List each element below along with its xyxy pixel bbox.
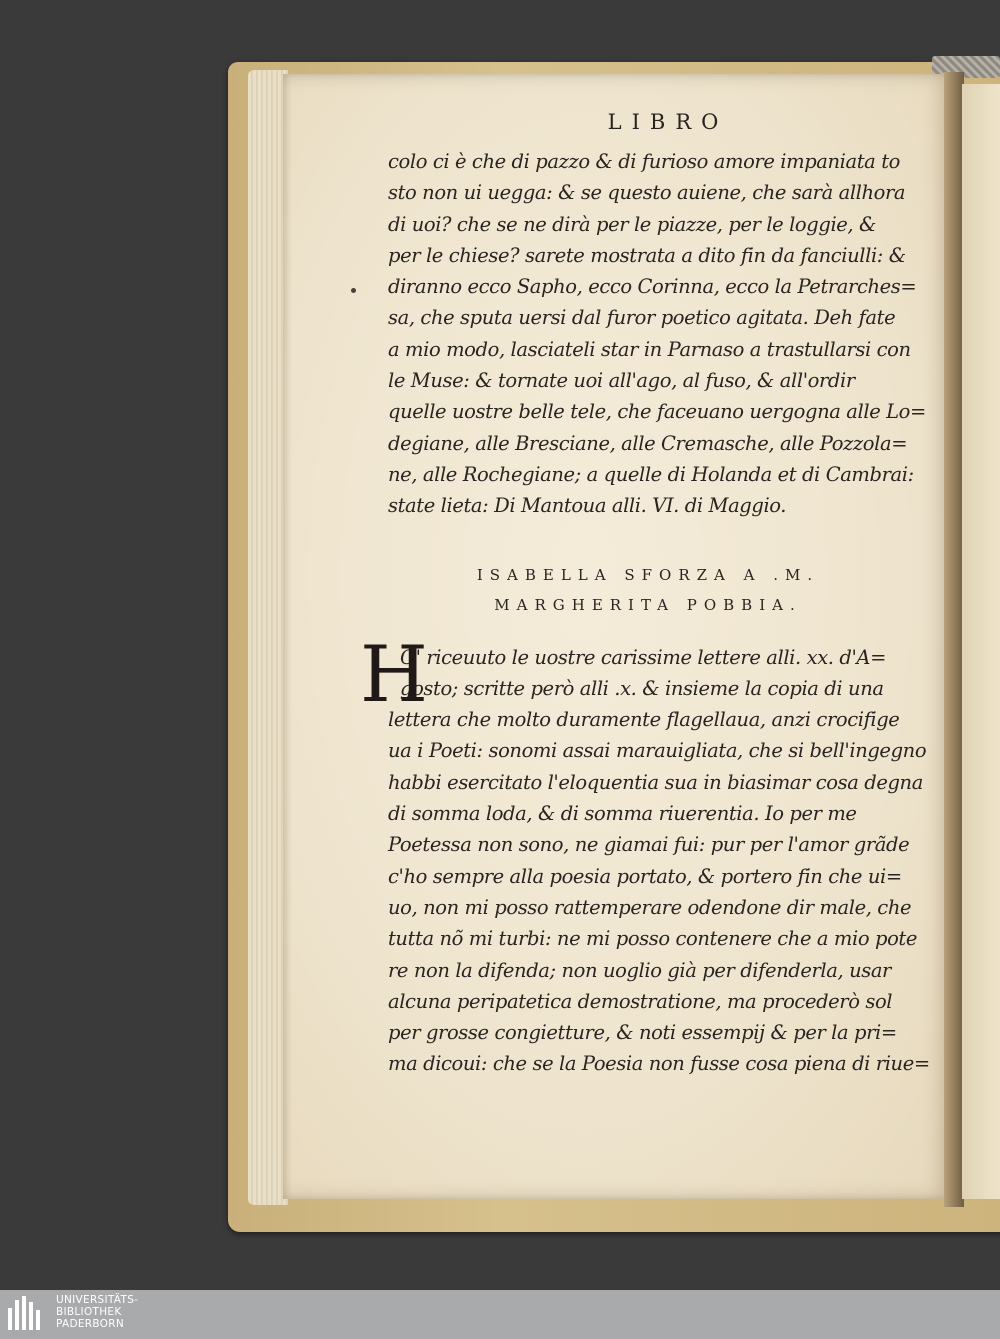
page-edges — [248, 70, 288, 1205]
text-line: degiane, alle Bresciane, alle Cremasche, alle Pozzola= — [388, 431, 908, 455]
text-line: ma dicoui: che se la Poesia non fusse cosa piena di riue= — [388, 1052, 930, 1076]
library-name-line: UNIVERSITÄTS- — [56, 1294, 139, 1306]
running-head: LIBRO — [607, 110, 729, 134]
page-text — [360, 110, 930, 1080]
facing-page-edge — [962, 84, 1000, 1199]
library-footer — [0, 1290, 1000, 1339]
text-line: uo, non mi posso rattemperare odendone dir male, che — [388, 895, 912, 919]
text-line: ua i Poeti: sonomi assai marauigliata, che si bell'ingegno — [388, 739, 927, 763]
text-line: colo ci è che di pazzo & di furioso amore impaniata to — [388, 150, 900, 173]
text-line: sa, che sputa uersi dal furor poetico agitata. Deh fate — [388, 306, 896, 330]
text-line: ne, alle Rochegiane; a quelle di Holanda et di Cambrai: — [388, 462, 914, 486]
continued-paragraph — [388, 146, 926, 522]
library-name-line: PADERBORN — [56, 1318, 124, 1330]
text-line: gosto; scritte però alli .x. & insieme la copia di una — [400, 676, 884, 700]
library-name-line: BIBLIOTHEK — [56, 1306, 122, 1318]
text-line: a mio modo, lasciateli star in Parnaso a trastullarsi con — [388, 337, 911, 361]
text-line: habbi esercitato l'eloquentia sua in biasimar cosa degna — [388, 770, 923, 794]
text-line: O' riceuuto le uostre carissime lettere alli. xx. d'A= — [400, 645, 887, 669]
page-gutter — [944, 72, 964, 1207]
library-logo-icon — [6, 1294, 46, 1336]
text-line: tutta nõ mi turbi: ne mi posso contenere che a mio pote — [388, 927, 917, 951]
letter-heading: ISABELLA SFORZA A .M. — [476, 565, 820, 584]
drop-cap: H — [360, 629, 429, 720]
text-line: sto non ui uegga: & se questo auiene, che sarà allhora — [388, 181, 906, 205]
text-line: re non la difenda; non uoglio già per difenderla, usar — [388, 958, 891, 982]
ink-speck — [351, 288, 356, 293]
letter-recipient: MARGHERITA POBBIA. — [494, 595, 802, 614]
text-line: c'ho sempre alla poesia portato, & portero fin che ui= — [388, 864, 902, 888]
text-line: per le chiese? sarete mostrata a dito fin da fanciulli: & — [388, 243, 906, 267]
text-line: state lieta: Di Mantoua alli. VI. di Maggio. — [388, 494, 787, 518]
text-line: diranno ecco Sapho, ecco Corinna, ecco la Petrarches= — [388, 275, 917, 299]
letter-body — [360, 629, 930, 1080]
text-line: per grosse congietture, & noti essempij & per la pri= — [388, 1021, 897, 1045]
text-line: lettera che molto duramente flagellaua, anzi crocifige — [388, 708, 900, 732]
text-line: di somma loda, & di somma riuerentia. Io per me — [388, 802, 857, 826]
library-name — [56, 1294, 138, 1330]
text-line: Poetessa non sono, ne giamai fui: pur per l'amor grãde — [388, 833, 910, 857]
text-line: alcuna peripatetica demostratione, ma procederò sol — [388, 989, 893, 1013]
text-line: le Muse: & tornate uoi all'ago, al fuso, & all'ordir — [388, 369, 855, 393]
text-line: di uoi? che se ne dirà per le piazze, per le loggie, & — [388, 212, 876, 236]
text-line: quelle uostre belle tele, che faceuano uergogna alle Lo= — [388, 400, 926, 424]
